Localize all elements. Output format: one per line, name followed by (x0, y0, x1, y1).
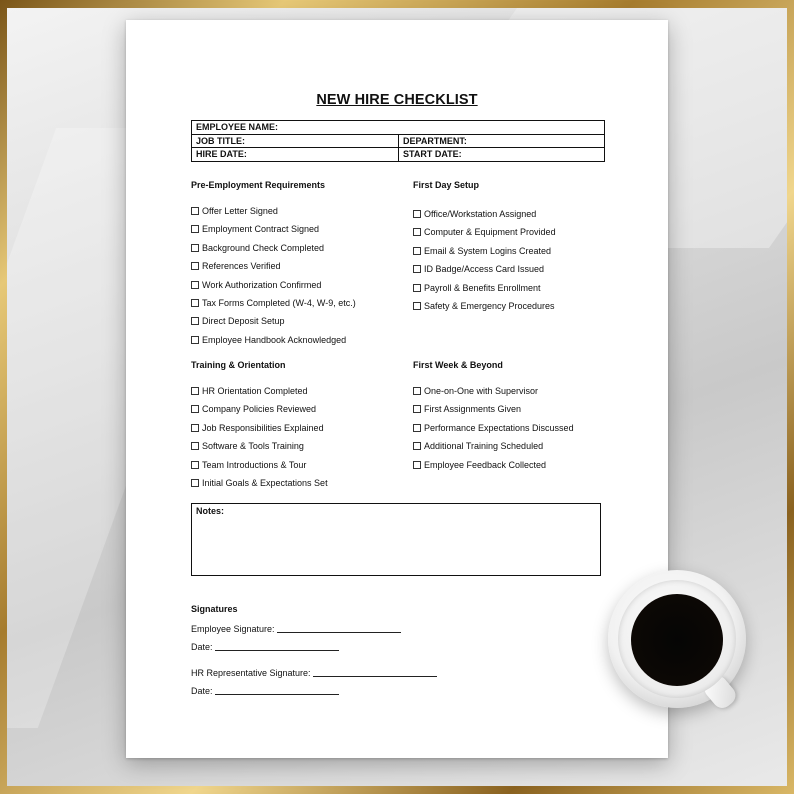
checklist-item-label: First Assignments Given (424, 404, 522, 415)
checkbox[interactable] (191, 317, 199, 325)
checkbox[interactable] (413, 405, 421, 413)
notes-box[interactable] (191, 503, 601, 576)
checkbox[interactable] (191, 299, 199, 307)
section-title-first-day: First Day Setup (413, 180, 480, 190)
checkbox[interactable] (413, 265, 421, 273)
checklist-item[interactable] (191, 386, 328, 404)
checkbox[interactable] (413, 387, 421, 395)
checklist-item[interactable] (191, 404, 328, 422)
checklist-item[interactable] (191, 441, 328, 459)
checklist-item[interactable] (413, 209, 556, 227)
checklist-item-label: Employee Feedback Collected (424, 459, 547, 470)
checklist-item[interactable] (191, 261, 356, 279)
employee-name-field[interactable]: EMPLOYEE NAME: (196, 122, 279, 132)
checkbox[interactable] (191, 479, 199, 487)
checklist-item[interactable] (413, 423, 574, 441)
checklist-item-label: ID Badge/Access Card Issued (424, 264, 545, 275)
checklist-item[interactable] (191, 460, 328, 478)
checklist-item[interactable] (191, 224, 356, 242)
date-line[interactable] (215, 641, 339, 651)
checkbox[interactable] (191, 262, 199, 270)
section-title-pre-employment: Pre-Employment Requirements (191, 180, 326, 190)
checkbox[interactable] (413, 461, 421, 469)
checklist-item-label: Office/Workstation Assigned (424, 209, 537, 219)
info-row (192, 148, 604, 161)
checklist-page (126, 20, 668, 758)
checklist-item-label: One-on-One with Supervisor (424, 386, 539, 396)
checklist-item[interactable] (413, 386, 574, 404)
checkbox[interactable] (413, 228, 421, 236)
coffee (631, 594, 723, 686)
hr-signature-label: HR Representative Signature: (191, 668, 311, 678)
checkbox[interactable] (413, 302, 421, 310)
checklist-item-label: Additional Training Scheduled (424, 441, 544, 452)
checkbox[interactable] (191, 387, 199, 395)
date-row (191, 641, 339, 652)
checklist-item[interactable] (413, 283, 556, 301)
checklist-item-label: Employment Contract Signed (202, 224, 320, 235)
job-title-field[interactable]: JOB TITLE: (196, 135, 245, 146)
date-row (191, 685, 339, 696)
checklist-item-label: Direct Deposit Setup (202, 316, 285, 327)
checkbox[interactable] (413, 442, 421, 450)
checklist-item-label: Email & System Logins Created (424, 245, 552, 256)
checklist-item[interactable] (191, 280, 356, 298)
checklist-item-label: Safety & Emergency Procedures (424, 300, 555, 311)
checkbox[interactable] (191, 281, 199, 289)
hr-signature-line[interactable] (313, 667, 437, 677)
hire-date-field[interactable]: HIRE DATE: (196, 149, 247, 159)
checklist-item[interactable] (413, 264, 556, 282)
checklist-item-label: Initial Goals & Expectations Set (202, 477, 328, 488)
checkbox[interactable] (191, 405, 199, 413)
info-row (192, 135, 604, 149)
checklist-item-label: HR Orientation Completed (202, 386, 308, 396)
checklist-item[interactable] (413, 460, 574, 478)
checklist-item[interactable] (191, 316, 356, 334)
checklist-item-label: Company Policies Reviewed (202, 404, 317, 415)
date-label: Date: (191, 686, 213, 696)
employee-signature-label: Employee Signature: (191, 624, 275, 634)
checkbox[interactable] (191, 244, 199, 252)
checklist-item[interactable] (191, 423, 328, 441)
checkbox[interactable] (191, 225, 199, 233)
checklist-item[interactable] (191, 206, 356, 224)
checklist-item[interactable] (413, 246, 556, 264)
notes-label: Notes: (196, 506, 225, 516)
checkbox[interactable] (191, 424, 199, 432)
checkbox[interactable] (191, 207, 199, 215)
start-date-field[interactable]: START DATE: (398, 148, 604, 161)
checkbox[interactable] (191, 336, 199, 344)
checkbox[interactable] (413, 284, 421, 292)
checkbox[interactable] (413, 247, 421, 255)
checklist-item-label: Job Responsibilities Explained (202, 422, 324, 433)
checkbox[interactable] (191, 461, 199, 469)
checklist-item-label: Software & Tools Training (202, 441, 304, 452)
checklist-item-label: Offer Letter Signed (202, 206, 278, 216)
signatures-title: Signatures (191, 604, 238, 614)
checklist-item-label: References Verified (202, 261, 281, 272)
checklist-item-label: Computer & Equipment Provided (424, 227, 556, 238)
checklist-item-label: Performance Expectations Discussed (424, 422, 574, 433)
checklist-item-label: Team Introductions & Tour (202, 459, 307, 470)
checkbox[interactable] (191, 442, 199, 450)
checkbox[interactable] (413, 424, 421, 432)
checkbox[interactable] (413, 210, 421, 218)
training-list (191, 386, 328, 496)
checklist-item-label: Work Authorization Confirmed (202, 279, 322, 290)
date-line[interactable] (215, 685, 339, 695)
employee-info-table (191, 120, 605, 162)
checklist-item-label: Background Check Completed (202, 242, 325, 253)
checklist-item-label: Tax Forms Completed (W-4, W-9, etc.) (202, 297, 356, 308)
page-title: NEW HIRE CHECKLIST (316, 92, 478, 108)
checklist-item[interactable] (191, 243, 356, 261)
first-day-list (413, 209, 556, 319)
coffee-cup-image (618, 580, 736, 698)
checklist-item[interactable] (413, 404, 574, 422)
section-title-first-week: First Week & Beyond (413, 360, 503, 370)
section-title-training: Training & Orientation (191, 360, 286, 370)
hr-signature-row (191, 667, 437, 678)
checklist-item[interactable] (413, 441, 574, 459)
employee-signature-line[interactable] (277, 623, 401, 633)
first-week-list (413, 386, 574, 478)
pre-employment-list (191, 206, 356, 353)
checklist-item-label: Employee Handbook Acknowledged (202, 334, 347, 345)
checklist-item-label: Payroll & Benefits Enrollment (424, 282, 541, 293)
checklist-item[interactable] (191, 478, 328, 496)
info-row (192, 121, 604, 135)
checklist-item[interactable] (191, 335, 356, 353)
checklist-item[interactable] (191, 298, 356, 316)
date-label: Date: (191, 642, 213, 652)
employee-signature-row (191, 623, 401, 634)
checklist-item[interactable] (413, 301, 556, 319)
checklist-item[interactable] (413, 227, 556, 245)
department-field[interactable]: DEPARTMENT: (398, 135, 604, 148)
